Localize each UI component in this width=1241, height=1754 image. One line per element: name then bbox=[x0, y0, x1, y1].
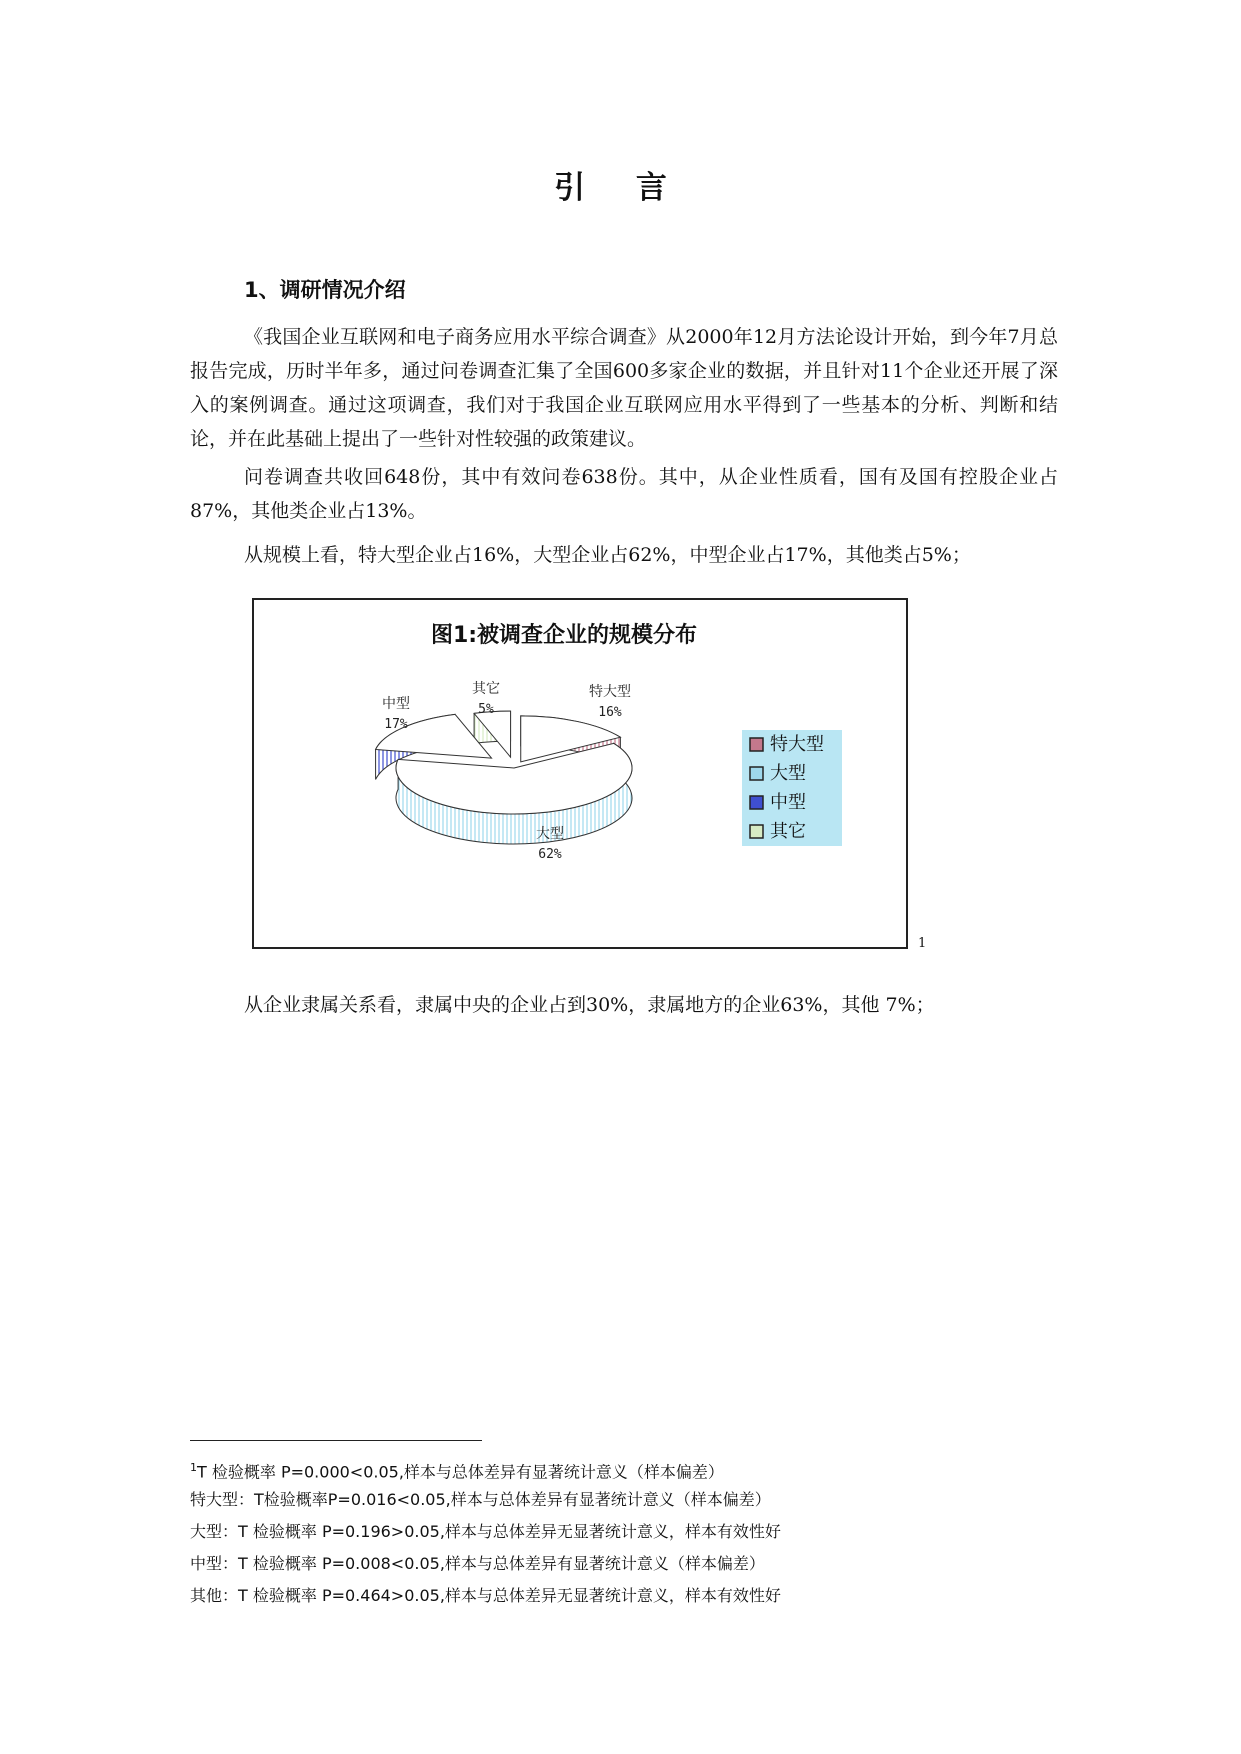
legend-swatch bbox=[750, 738, 763, 751]
paragraph-survey-intro: 《我国企业互联网和电子商务应用水平综合调查》从2000年12月方法论设计开始，到今年7月总报告完成，历时半年多，通过问卷调查汇集了全国600多家企业的数据，并且针对11个企业还开展了深入的案例调查。通过这项调查，我们对于我国企业互联网应用水平得到了一些基本的分析、判断和结论，并在此基础上提出了一些针对性较强的政策建议。 bbox=[190, 326, 1058, 450]
data-label-value: 5% bbox=[478, 702, 494, 717]
paragraph-scale: 从规模上看，特大型企业占16%，大型企业占62%，中型企业占17%，其他类占5%； bbox=[244, 544, 971, 566]
data-label-value: 16% bbox=[598, 705, 622, 720]
footnote-marker: 1 bbox=[190, 1461, 197, 1474]
data-label-name: 其它 bbox=[472, 681, 500, 697]
legend-swatch bbox=[750, 796, 763, 809]
data-label-name: 特大型 bbox=[589, 684, 631, 700]
section-heading: 1、调研情况介绍 bbox=[244, 278, 406, 302]
legend-swatch bbox=[750, 767, 763, 780]
pie-chart-canvas bbox=[254, 600, 906, 947]
footnote-divider bbox=[190, 1440, 482, 1441]
legend-entry: 中型 bbox=[770, 792, 806, 813]
footnotes bbox=[190, 1452, 1090, 1612]
page-title: 引 言 bbox=[554, 170, 687, 206]
footnote-line bbox=[190, 1452, 1090, 1484]
legend-entry: 其它 bbox=[770, 821, 806, 842]
paragraph-affiliation: 从企业隶属关系看，隶属中央的企业占到30%，隶属地方的企业63%，其他 7%； bbox=[244, 994, 935, 1016]
footnote-line: 中型：T 检验概率 P=0.008<0.05,样本与总体差异有显著统计意义（样本偏差） bbox=[190, 1554, 765, 1573]
paragraph-questionnaire: 问卷调查共收回648份，其中有效问卷638份。其中，从企业性质看，国有及国有控股企业占87%，其他类企业占13%。 bbox=[190, 466, 1058, 522]
footnote-line: 大型：T 检验概率 P=0.196>0.05,样本与总体差异无显著统计意义，样本有效性好 bbox=[190, 1522, 781, 1541]
footnote-text: T 检验概率 P=0.000<0.05,样本与总体差异有显著统计意义（样本偏差） bbox=[197, 1462, 724, 1482]
chart-title: 图1:被调查企业的规模分布 bbox=[430, 623, 698, 648]
data-label-name: 中型 bbox=[382, 696, 410, 712]
legend-entry: 特大型 bbox=[770, 734, 824, 755]
data-label-name: 大型 bbox=[536, 826, 564, 842]
footnote-reference: 1 bbox=[918, 936, 927, 951]
footnote-line: 特大型：T检验概率P=0.016<0.05,样本与总体差异有显著统计意义（样本偏差） bbox=[190, 1490, 771, 1509]
legend-swatch bbox=[750, 825, 763, 838]
data-label-value: 62% bbox=[538, 847, 562, 862]
legend-entry: 大型 bbox=[770, 763, 806, 784]
scale-distribution-chart bbox=[252, 598, 908, 949]
footnote-line: 其他：T 检验概率 P=0.464>0.05,样本与总体差异无显著统计意义，样本有效性好 bbox=[190, 1586, 781, 1605]
data-label-value: 17% bbox=[384, 717, 408, 732]
